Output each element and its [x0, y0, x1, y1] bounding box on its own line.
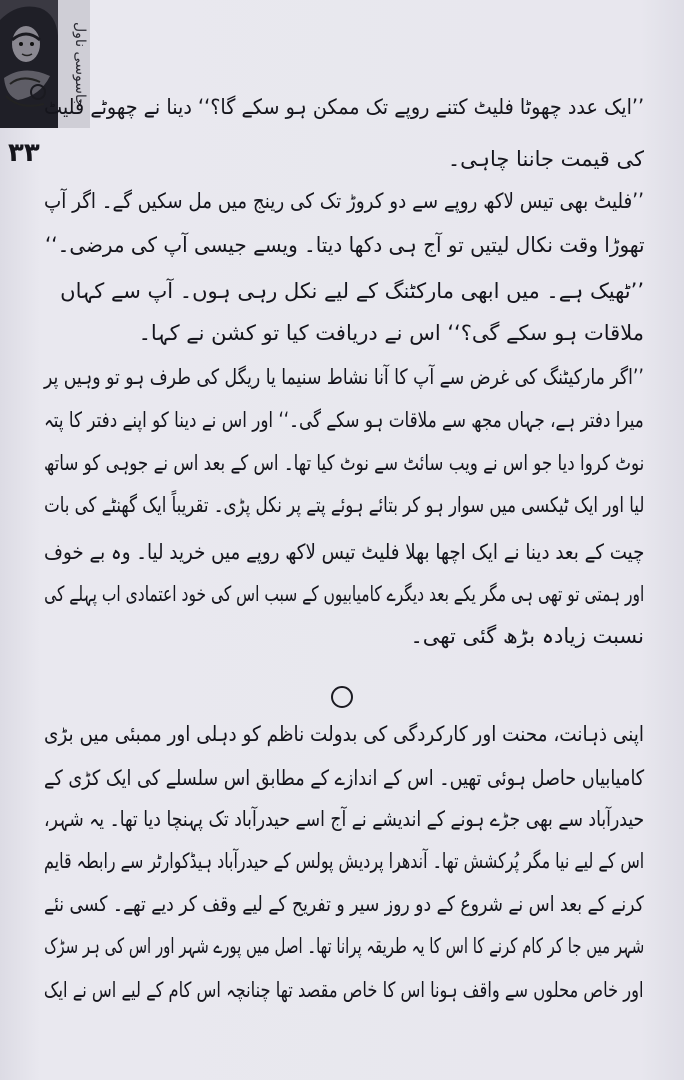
text-line: ’’فلیٹ بھی تیس لاکھ روپے سے دو کروڑ تک کی رینج میں مل سکیں گے۔ اگر آپ — [44, 189, 644, 213]
text-line: نوٹ کروا دیا جو اس نے ویب سائٹ سے نوٹ کیا تھا۔ اس کے بعد اس نے جوہی کو ساتھ — [43, 451, 644, 475]
text-line: ’’ٹھیک ہے۔ میں ابھی مارکٹنگ کے لیے نکل رہی ہوں۔ آپ سے کہاں — [60, 279, 644, 303]
text-line: کرنے کے بعد اس نے شروع کے دو روز سیر و تفریح کے لیے وقف کر دیے تھے۔ کسی نئے — [44, 892, 644, 916]
header-vertical-text: جاسوسی ناول — [72, 21, 88, 107]
text-line: شہر میں جا کر کام کرنے کا اس کا یہ طریقہ پرانا تھا۔ اصل میں پورے شہر اور اس کی ہر سڑک — [43, 934, 644, 958]
page-number: ۳۳ — [8, 138, 40, 168]
text-line: اپنی ذہانت، محنت اور کارکردگی کی بدولت ناظم کو دہلی اور ممبئی میں بڑی — [44, 722, 644, 746]
text-line: ملاقات ہو سکے گی؟‘‘ اس نے دریافت کیا تو کشن نے کہا۔ — [138, 321, 644, 345]
text-line: چیت کے بعد دینا نے ایک اچھا بھلا فلیٹ تیس لاکھ روپے میں خرید لیا۔ وہ بے خوف — [43, 540, 644, 564]
text-line: اور ہمتی تو تھی ہی مگر یکے بعد دیگرے کامیابیوں کے سبب اس کی خود اعتمادی اب پہلے کی — [43, 582, 644, 606]
text-line: ’’اگر مارکیٹنگ کی غرض سے آپ کا آنا نشاط سنیما یا ریگل کی طرف ہو تو وہیں پر — [44, 365, 644, 389]
text-line: تھوڑا وقت نکال لیتیں تو آج ہی دکھا دیتا۔ ویسے جیسی آپ کی مرضی۔‘‘ — [44, 233, 644, 257]
text-line: حیدرآباد سے بھی جڑے ہونے کے اندیشے نے آج اسے حیدرآباد تک پہنچا دیا تھا۔ یہ شہر، — [43, 807, 644, 831]
text-line: اس کے لیے نیا مگر پُرکشش تھا۔ آندھرا پردیش پولس کے حیدرآباد ہیڈکوارٹر سے رابطہ قایم — [43, 849, 644, 873]
text-line: اور خاص محلوں سے واقف ہونا اس کا خاص مقصد تھا چنانچہ اس کام کے لیے اس نے ایک — [44, 978, 644, 1002]
text-line: کامیابیاں حاصل ہوئی تھیں۔ اس کے اندازے کے مطابق اس سلسلے کی ایک کڑی کے — [43, 766, 644, 790]
section-break-circle-icon — [331, 686, 353, 708]
text-line: میرا دفتر ہے، جہاں مجھ سے ملاقات ہو سکے گی۔‘‘ اور اس نے دینا کو اپنے دفتر کا پتہ — [44, 408, 644, 432]
text-line: کی قیمت جاننا چاہی۔ — [447, 147, 644, 171]
text-line: لیا اور ایک ٹیکسی میں سوار ہو کر بتائے ہوئے پتے پر نکل پڑی۔ تقریباً ایک گھنٹے کی بات — [43, 493, 644, 517]
text-line: نسبت زیادہ بڑھ گئی تھی۔ — [410, 624, 644, 648]
text-line: ’’ایک عدد چھوٹا فلیٹ کتنے روپے تک ممکن ہو سکے گا؟‘‘ دینا نے چھوٹے فلیٹ — [43, 95, 644, 119]
